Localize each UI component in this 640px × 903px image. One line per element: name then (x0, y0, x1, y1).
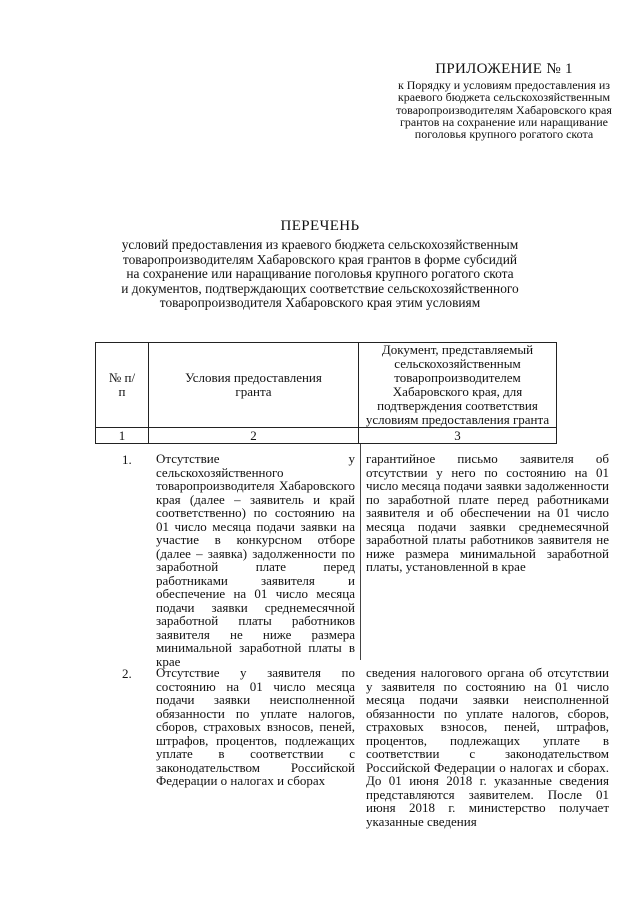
subtitle-line: и документов, подтверждающих соответствие сельскохозяйственного (121, 280, 519, 296)
appendix-block (388, 60, 620, 140)
row-document: гарантийное письмо заявителя об отсутствии у него по состоянию на 01 число месяца подачи заявки задолженности по заработной плате перед работниками заявителя и об обеспечении на 01 число месяца подачи заявки среднемесячной заработной платы работников заявителя не ниже размера минимальной заработной платы, установленной в крае (366, 451, 609, 574)
document-heading: ПЕРЕЧЕНЬ (280, 218, 360, 234)
document-subtitle (80, 238, 560, 311)
column-number: 1 (96, 428, 149, 444)
subtitle-line: товаропроизводителям Хабаровского края грантов в форме субсидий (122, 251, 518, 267)
header-conditions (149, 343, 359, 427)
row-document: сведения налогового органа об отсутствии у заявителя по состоянию на 01 число месяца подачи заявки неисполненной обязанности по уплате налогов, сборов, страховых взносов, пеней, штрафов, процентов, подлежащих уплате в соответствии с законодательством Российской Федерации о налогах и сборах. До 01 июня 2018 г. указанные сведения представляются заявителем. После 01 июня 2018 г. министерство получает указанные сведения (366, 665, 609, 829)
header-document-label: Документ, представляемый сельскохозяйственным товаропроизводителем Хабаровского края, для подтверждения соответствия условиям предоставления гранта (365, 342, 550, 427)
row-number: 1. (122, 452, 132, 467)
column-numbers-row (96, 427, 556, 444)
row-condition: Отсутствие у заявителя по состоянию на 01 число месяца подачи заявки неисполненной обязанности по уплате налогов, сборов, страховых взносов, пеней, штрафов, процентов, подлежащих уплате в соответствии с законодательством Российской Федерации о налогах и сборах (156, 665, 355, 788)
table-header (95, 342, 557, 444)
subtitle-line: условий предоставления из краевого бюджета сельскохозяйственным (121, 237, 519, 252)
row-condition: Отсутствие у сельскохозяйственного товаропроизводителя Хабаровского края (далее – заявитель и край соответственно) по состоянию на 01 число месяца подачи заявки на участие в конкурсном отборе (далее – заявка) задолженности по заработной плате перед работниками заявителя и обеспечение на 01 число месяца подачи заявки среднемесячной заработной платы работников заявителя не ниже размера минимальной заработной платы в крае (156, 451, 355, 669)
appendix-title: ПРИЛОЖЕНИЕ № 1 (435, 61, 573, 77)
column-number: 3 (454, 428, 461, 443)
subtitle-line: товаропроизводителя Хабаровского края этим условиям (159, 295, 481, 310)
header-number (96, 343, 149, 427)
header-number-label: № п/п (108, 370, 136, 399)
header-conditions-label: Условия предоставления гранта (185, 370, 322, 399)
appendix-subtitle: к Порядку и условиям предоставления из краевого бюджета сельскохозяйственным товаропроизводителям Хабаровского края грантов на сохранение или наращивание поголовья крупного рогатого скота (396, 78, 612, 142)
column-number: 2 (149, 428, 359, 444)
column-divider (360, 444, 361, 660)
subtitle-line: на сохранение или наращивание поголовья крупного рогатого скота (126, 266, 514, 281)
row-number: 2. (122, 666, 132, 681)
header-document (359, 343, 556, 427)
